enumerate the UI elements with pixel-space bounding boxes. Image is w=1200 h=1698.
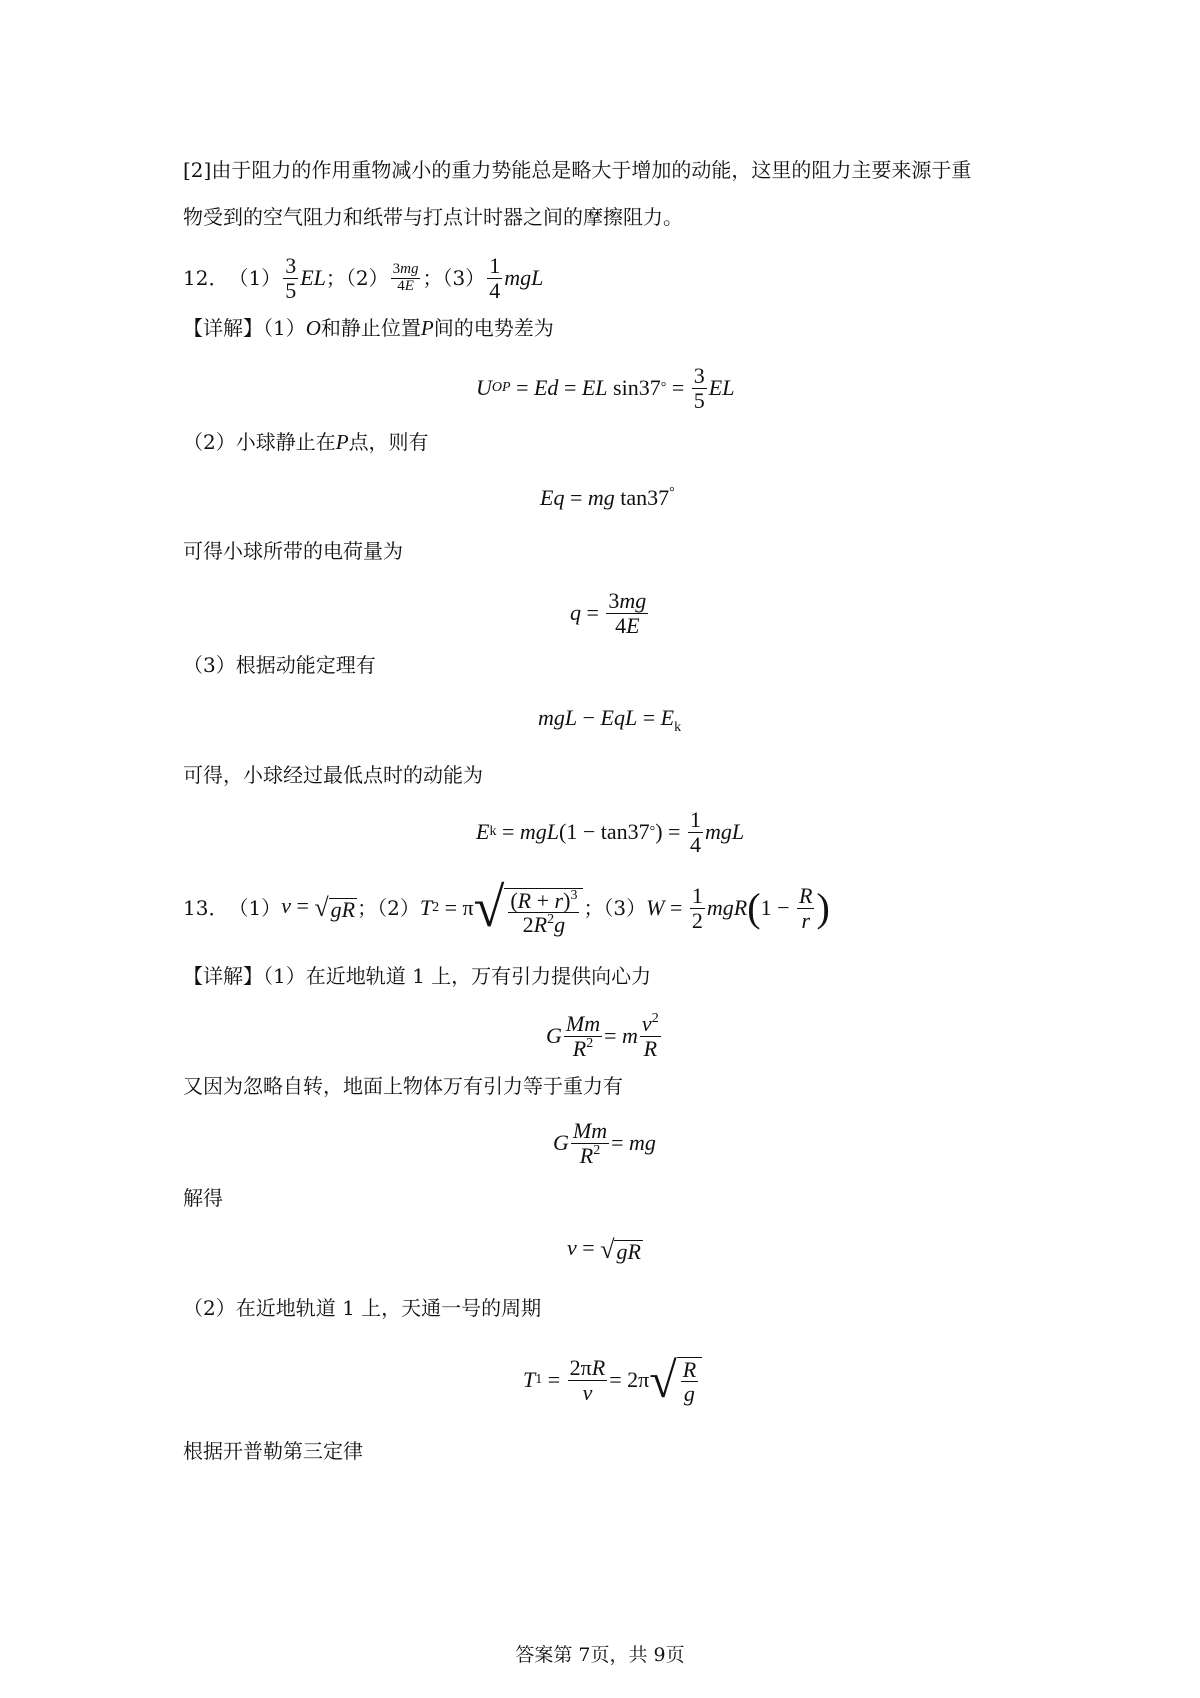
q12-ans2-fraction: $\frac{3mg}{4E}$ [392, 260, 419, 294]
q12-step3-text: （3）根据动能定理有 [183, 653, 376, 677]
q12-detail-intro: 【详解】（1） [183, 316, 306, 340]
q12-number: 12． [183, 266, 229, 290]
q13-text-3: 解得 [183, 1186, 223, 1210]
equation-charge: q = $\frac{3mg}{4E}$ [570, 588, 647, 638]
q12-step2-a: （2）小球静止在 [183, 430, 336, 454]
q12-detail-line [183, 318, 554, 339]
q13-ans2-expr: T 2 = π √ $\frac{(R + r)^3}{2R^2g}$ [420, 880, 584, 936]
equation-gravity-weight: G $\frac{Mm}{R^2}$ = mg [553, 1118, 656, 1168]
q12-charge-text: 可得小球所带的电荷量为 [183, 539, 403, 563]
q13-text-2: 又因为忽略自转，地面上物体万有引力等于重力有 [183, 1074, 623, 1098]
q13-part2-label: ；（2） [357, 896, 420, 920]
equation-velocity: v = √ gR [567, 1235, 641, 1264]
q12-answer-line [183, 250, 543, 306]
equation-energy: mgL − EqL = $E_k$ [538, 705, 682, 735]
q12-detail-end: 间的电势差为 [433, 316, 554, 340]
q12-part3-label: ；（3） [422, 266, 486, 290]
q12-symbol-o: O [305, 316, 321, 340]
q13-ans1-expr: v = √ gR [281, 893, 356, 922]
q12-step2-b: 点，则有 [348, 430, 429, 454]
q13-kepler-text: 根据开普勒第三定律 [183, 1439, 363, 1463]
q13-detail-1: 【详解】（1）在近地轨道 1 上，万有引力提供向心力 [183, 964, 652, 988]
q13-part3-label: ；（3） [583, 896, 647, 920]
q12-part1-label: （1） [228, 266, 282, 290]
equation-gravity-centripetal: G $\frac{Mm}{R^2}$ = m $\frac{v^2}{R}$ [546, 1011, 659, 1061]
q12-ans3-fraction: $\frac{1}{4}$ [489, 253, 501, 303]
q13-step2-text: （2）在近地轨道 1 上，天通一号的周期 [183, 1296, 542, 1320]
page-footer: 答案第 7页，共 9页 [515, 1644, 685, 1666]
q12-ans1-fraction: $\frac{3}{5}$ [285, 253, 297, 303]
para-line-2: 物受到的空气阻力和纸带与打点计时器之间的摩擦阻力。 [183, 205, 683, 229]
equation-u-op: U OP = Ed = EL sin37 ° = $\frac{3}{5}$ EL [476, 363, 735, 413]
q12-result-text: 可得，小球经过最低点时的动能为 [183, 763, 483, 787]
q13-ans3-expr: W = $\frac{1}{2}$ mgR ( 1 − $\frac{R}{r}$ ) [646, 883, 830, 933]
equation-eq-balance: Eq = mg tan37° [540, 485, 675, 510]
q12-symbol-p: P [420, 316, 434, 340]
q12-step2-p: P [335, 430, 349, 454]
para-line-1: [2]由于阻力的作用重物减小的重力势能总是略大于增加的动能，这里的阻力主要来源于重 [183, 158, 972, 182]
q12-ans3-expr: mgL [504, 265, 544, 290]
q12-ans1-expr: EL [300, 265, 326, 290]
q13-part1-label: （1） [228, 896, 282, 920]
q12-part2-label: ；（2） [325, 266, 389, 290]
q12-detail-mid: 和静止位置 [320, 316, 421, 340]
q13-answer-line [183, 872, 830, 944]
q12-step2-line [183, 432, 429, 453]
equation-period-t1: T 1 = $\frac{2\pi R}{v}$ = 2π √ $\frac{R}{g}$ [523, 1345, 702, 1415]
q13-number: 13． [183, 896, 229, 920]
equation-kinetic-energy: E k = mgL (1 − tan37 ° ) = $\frac{1}{4}$ mgL [476, 807, 745, 857]
